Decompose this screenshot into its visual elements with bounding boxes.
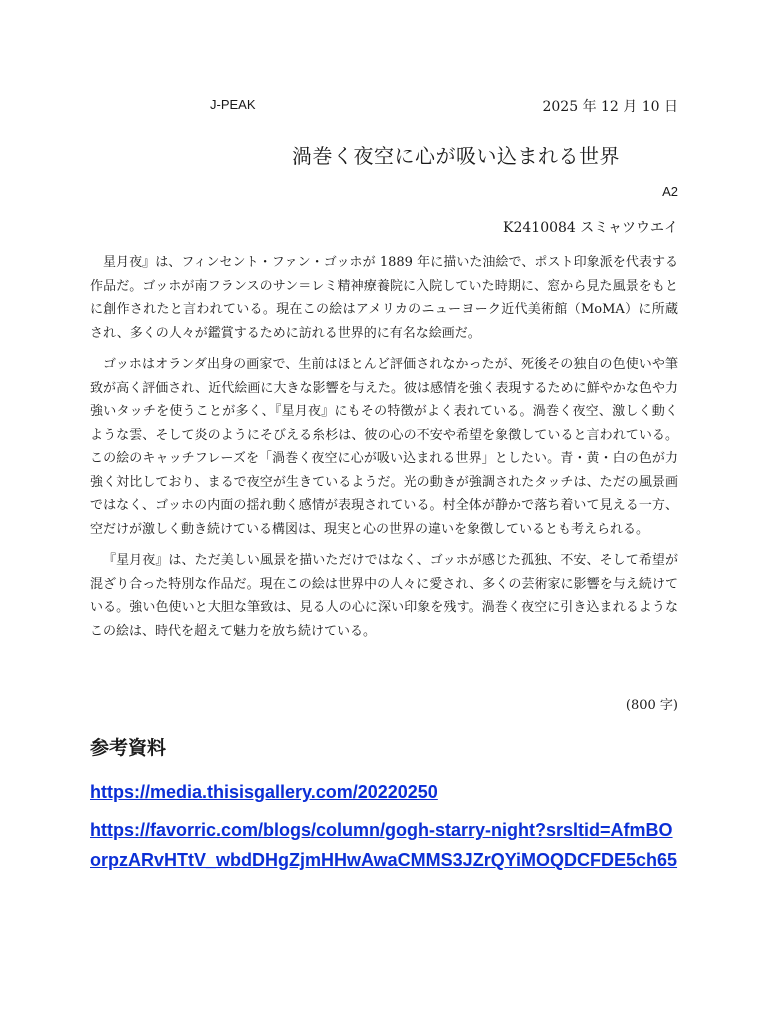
document-title: 渦巻く夜空に心が吸い込まれる世界: [292, 144, 620, 168]
grade-label: A2: [662, 184, 678, 199]
character-count: (800 字): [625, 698, 678, 713]
reference-link-2[interactable]: https://favorric.com/blogs/column/gogh-starry-night?srsltid=AfmBOorpzARvHTtV_wbdDHgZjmHHwAwaCMMS3JZrQYiMOQDCFDE5ch65: [90, 820, 678, 870]
header-date: 2025 年 12 月 10 日: [542, 99, 678, 115]
paragraph-2: ゴッホはオランダ出身の画家で、生前はほとんど評価されなかったが、死後その独自の色使いや筆致が高く評価され、近代絵画に大きな影響を与えた。彼は感情を強く表現するために鮮やかな色や力強いタッチを使うことが多く、『星月夜』にもその特徴がよく表れている。渦巻く夜空、激しく動くような雲、そして炎のようにそびえる糸杉は、彼の心の不安や希望を象徴していると言われている。この絵のキャッチフレーズを「渦巻く夜空に心が吸い込まれる世界」としたい。青・黄・白の色が力強く対比しており、まるで夜空が生きているようだ。光の動きが強調されたタッチは、ただの風景画ではなく、ゴッホの内面の揺れ動く感情が表現されている。村全体が静かで落ち着いて見える一方、空だけが激しく動き続けている構図は、現実と心の世界の違いを象徴しているとも考えられる。: [90, 357, 678, 537]
author-line: K2410084 スミャツウエイ: [503, 220, 678, 236]
essay-body: [90, 251, 678, 651]
reference-link-1[interactable]: https://media.thisisgallery.com/20220250: [90, 782, 438, 802]
paragraph-3: 『星月夜』は、ただ美しい風景を描いただけではなく、ゴッホが感じた孤独、不安、そして希望が混ざり合った特別な作品だ。現在この絵は世界中の人々に愛され、多くの芸術家に影響を与え続けている。強い色使いと大胆な筆致は、見る人の心に深い印象を残す。渦巻く夜空に引き込まれるようなこの絵は、時代を超えて魅力を放ち続けている。: [90, 553, 678, 639]
references-list: [90, 777, 680, 883]
header-label: J-PEAK: [210, 97, 256, 112]
references-heading: 参考資料: [90, 737, 167, 759]
paragraph-1: 星月夜』は、フィンセント・ファン・ゴッホが 1889 年に描いた油絵で、ポスト印象派を代表する作品だ。ゴッホが南フランスのサン＝レミ精神療養院に入院していた時期に、窓から見た風景をもとに創作されたと言われている。現在この絵はアメリカのニューヨーク近代美術館（MoMA）に所蔵され、多くの人々が鑑賞するために訪れる世界的に有名な絵画だ。: [90, 255, 678, 341]
